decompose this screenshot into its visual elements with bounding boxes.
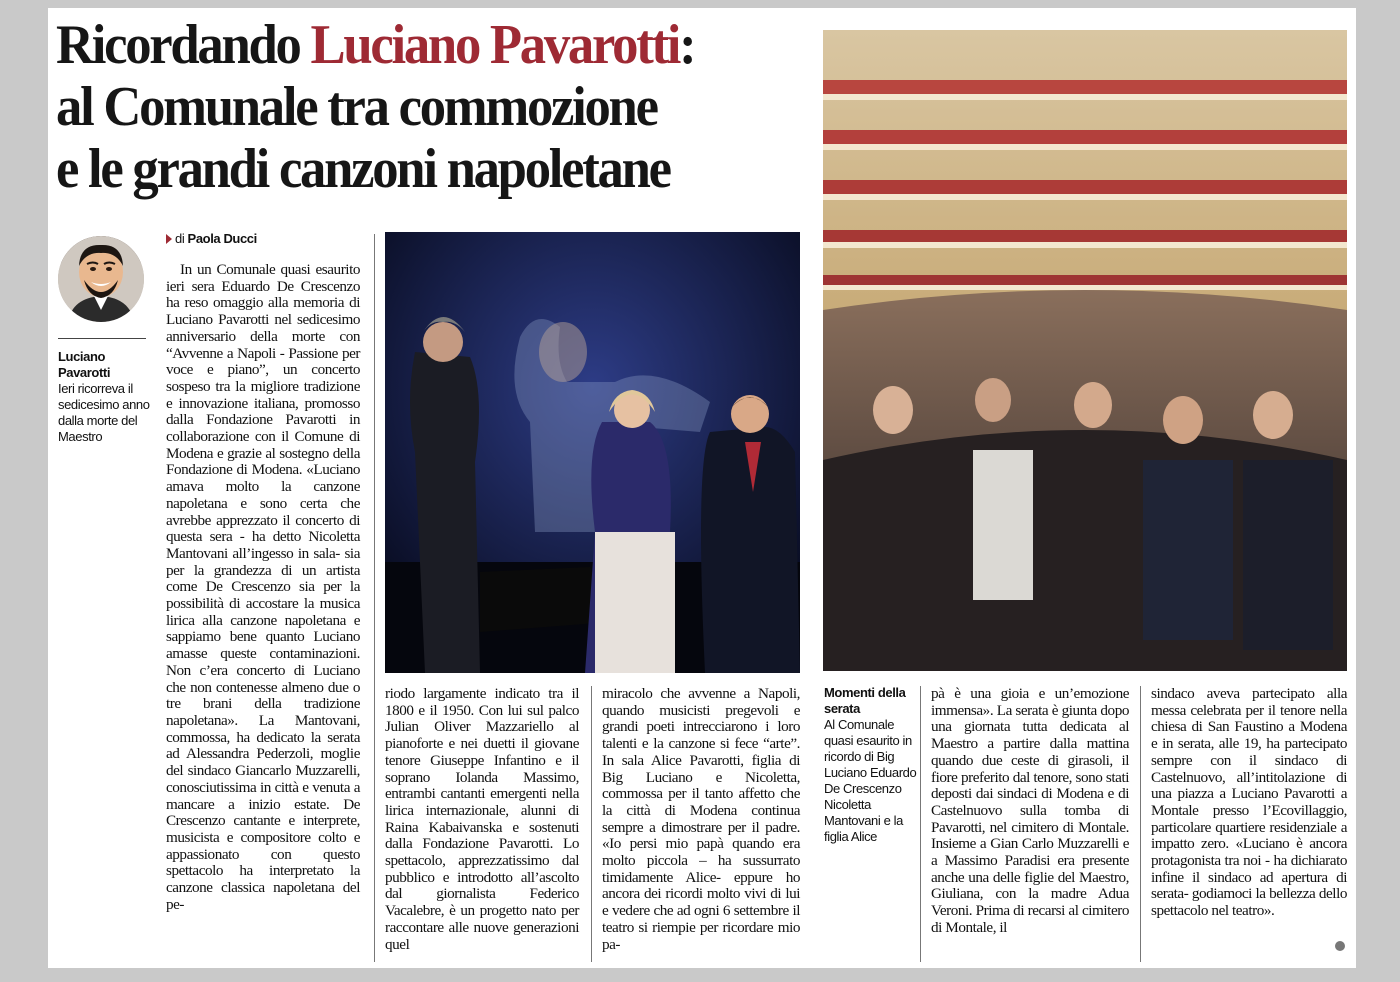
article-column-3: miracolo che avvenne a Napoli, quando musicisti pregevoli e grandi poeti intrecciarono i loro talenti e la canzone si fece “arte”. In sala Alice Pavarotti, figlia di Big Luciano e Nicoletta, commossa per il tanto affetto che la città di Modena continua sempre a dimostrare per il padre. «Io persi mio papà quando era molto piccola – ha sussurrato timidamente Alice- eppure ho ancora dei ricordi molto vivi di lui e vedere che ad ogni 6 settembre il teatro si riempie per ricordare mio pa- — [602, 685, 800, 953]
caption-rule — [58, 338, 146, 339]
stage-image — [385, 232, 800, 673]
headline-lead: Ricordando — [56, 14, 311, 76]
article-column-1: In un Comunale quasi esaurito ieri sera Eduardo De Crescenzo ha reso omaggio alla memoria di Luciano Pavarotti nel sedicesimo anniversario della morte con “Avvenne a Napoli - Passione per voce e piano”, un concerto sospeso tra la migliore tradizione e innovazione italiana, promosso dalla Fondazione Pavarotti in collaborazione con il Comune di Modena e grazie al sostegno della Fondazione di Modena. «Luciano amava molto la canzone napoletana e sono certa che avrebbe apprezzato il concerto di questa sera - ha detto Nicoletta Mantovani all’ingesso in sala- sia per la grandezza di un artista come De Crescenzo sia per la possibilità di accostare la musica lirica alla canzone napoletana e sappiamo bene quanto Luciano amasse queste contaminazioni. Non c’era concerto di Luciano che non contenesse almeno due o tre brani della tradizione napoletana». La Mantovani, commossa, ha dedicato la serata ad Alessandra Pederzoli, moglie del sindaco Giancarlo Muzzarelli, conosciutissima in città e venuta a mancare a inizio estate. De Crescenzo cantante e interprete, musicista e compositore colto e appassionato con questo spettacolo ha interpretato la canzone classica napoletana del pe- — [166, 261, 360, 913]
photo-caption-text: Al Comunale quasi esaurito in ricordo di Big Luciano Eduardo De Crescenzo Nicoletta Mantovani e la figlia Alice — [824, 717, 917, 844]
byline — [166, 231, 257, 246]
column-divider — [374, 234, 375, 962]
column-divider — [920, 686, 921, 962]
portrait-caption — [58, 349, 154, 445]
photo-caption-title: Momenti della serata — [824, 685, 906, 716]
newspaper-page — [48, 8, 1356, 968]
theatre-photo — [823, 30, 1347, 671]
byline-author: Paola Ducci — [187, 231, 257, 246]
stage-photo — [385, 232, 800, 673]
byline-prefix: di — [175, 231, 185, 246]
column-divider — [591, 686, 592, 962]
article-end-dot — [1335, 941, 1345, 951]
theatre-image — [823, 30, 1347, 671]
byline-marker-icon — [166, 234, 172, 244]
headline-line-1 — [56, 14, 770, 76]
headline-colon: : — [679, 14, 695, 76]
headline-line-2: al Comunale tra commozione — [56, 76, 657, 138]
article-column-5: sindaco aveva partecipato alla messa celebrata per il tenore nella chiesa di San Faustino a Modena e in serata, alle 19, ha partecipato sempre con il sindaco di Castelnuovo, all’intitolazione di una piazza a Luciano Pavarotti a Montale presso l’Ecovillaggio, particolare quartiere residenziale a impatto zero. «Luciano è ancora protagonista tra noi - ha dichiarato infine il sindaco ad apertura di serata- godiamoci la bellezza dello spettacolo nel teatro». — [1151, 685, 1347, 920]
portrait-photo — [58, 236, 144, 322]
article-column-2: riodo largamente indicato tra il 1800 e il 1950. Con lui sul palco Julian Oliver Mazzariello al pianoforte e nei duetti il giovane tenore Giuseppe Infantino e il soprano Iolanda Massimo, entrambi cantanti emergenti nella lirica internazionale, alunni di Raina Kabaivanska e sostenuti dalla Fondazione Pavarotti. Lo spettacolo, apprezzatissimo dal pubblico e introdotto all’ascolto dal giornalista Federico Vacalebre, è un progetto nato per raccontare alle nuove generazioni quel — [385, 685, 579, 953]
article-column-4: pà è una gioia e un’emozione immensa». La serata è giunta dopo una giornata tutta dedicata al Maestro a partire dalla mattina quando due ceste di girasoli, il fiore preferito dal tenore, sono stati deposti dai sindaci di Modena e di Castelnuovo sulla tomba di Pavarotti, nel cimitero di Montale. Insieme a Gian Carlo Muzzarelli e a Massimo Paradisi era presente anche una delle figlie del Maestro, Giuliana, con la madre Adua Veroni. Prima di recarsi al cimitero di Montale, il — [931, 685, 1129, 936]
portrait-caption-text: Ieri ricorreva il sedicesimo anno dalla morte del Maestro — [58, 381, 150, 444]
portrait-image — [58, 236, 144, 322]
headline — [56, 14, 770, 200]
column-divider — [1140, 686, 1141, 962]
headline-name: Luciano Pavarotti — [310, 14, 680, 76]
portrait-caption-title: Luciano Pavarotti — [58, 349, 111, 380]
headline-line-3: e le grandi canzoni napoletane — [56, 138, 670, 200]
photo-caption — [824, 685, 920, 845]
